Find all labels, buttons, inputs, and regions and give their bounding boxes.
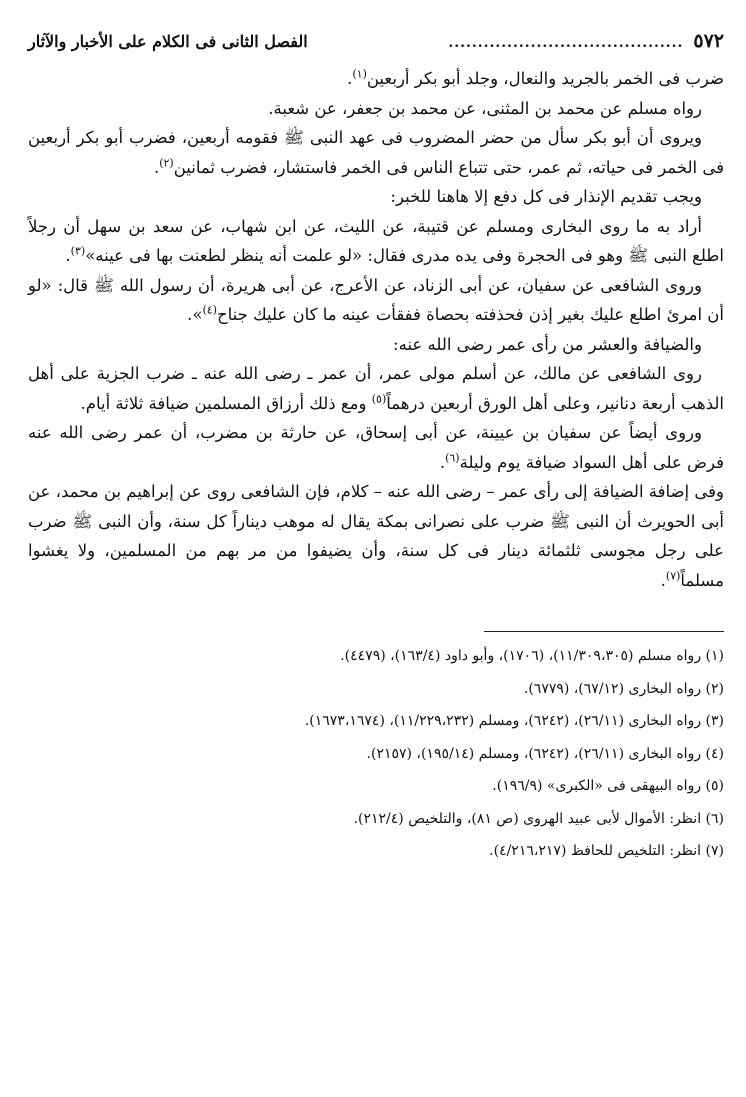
footnote-ref[interactable]: (٢) bbox=[159, 156, 174, 169]
running-header bbox=[28, 30, 724, 64]
paragraph: رواه مسلم عن محمد بن المثنى، عن محمد بن جعفر، عن شعبة. bbox=[268, 98, 702, 118]
paragraph: روى الشافعى عن مالك، عن أسلم مولى عمر، أن عمر ـ رضى الله عنه ـ ضرب الجزية على أهل الذهب أربعة دنانير، وعلى أهل الورق أربعين درهماً$^{(٥)}$ ومع ذلك أرزاق المسلمين ضيافة ثلاثة أيام. bbox=[28, 364, 724, 413]
paragraph: وفى إضافة الضيافة إلى رأى عمر – رضى الله عنه – كلام، فإن الشافعى روى عن إبراهيم بن محمد، عن أبى الحويرث أن النبى ﷺ ضرب على نصرانى بمكة يقال له موهب ديناراً كل سنة، وأن النبى ﷺ ضرب على رجل مجوسى ثلثمائة دينار فى كل سنة، وأن يضيفوا من مر بهم من المسلمين، ولا يغشوا مسلماً$^{(٧)}$. bbox=[27, 482, 724, 590]
footnote: (٧) انظر: التلخيص للحافظ (٤/٢١٦،٢١٧). bbox=[489, 843, 724, 859]
footnote-ref[interactable]: (٧) bbox=[665, 569, 681, 582]
footnote-ref[interactable]: (١) bbox=[352, 67, 367, 81]
footnote-ref[interactable]: (٦) bbox=[445, 451, 460, 464]
footnote-ref[interactable]: (٣) bbox=[70, 244, 86, 258]
chapter-title: الفصل الثانى فى الكلام على الأخبار والآثار bbox=[28, 32, 308, 51]
paragraph: ضرب فى الخمر بالجريد والنعال، وجلد أبو بكر أربعين$^{(١)}$. bbox=[347, 67, 724, 88]
footnote: (٤) رواه البخارى (٢٦/١١)، (٦٢٤٢)، ومسلم (١٩٥/١٤)، (٢١٥٧). bbox=[366, 745, 724, 762]
paragraph: ويجب تقديم الإنذار فى كل دفع إلا هاهنا للخبر: bbox=[390, 187, 702, 206]
footnote: (٦) انظر: الأموال لأبى عبيد الهروى (ص ٨١)، والتلخيص (٢١٢/٤). bbox=[353, 810, 724, 827]
footnote: (١) رواه مسلم (١١/٣٠٩،٣٠٥)، (١٧٠٦)، وأبو داود (١٦٣/٤)، (٤٤٧٩). bbox=[340, 648, 724, 664]
footnote: (٢) رواه البخارى (٦٧/١٢)، (٦٧٧٩). bbox=[523, 680, 724, 697]
paragraph: وروى الشافعى عن سفيان، عن أبى الزناد، عن الأعرج، عن أبى هريرة، أن رسول الله ﷺ قال: «لو أن امرئ اطلع عليك بغير إذن فحذفته بحصاة ففقأت عينه ما كان عليك جناح$^{(٤)}$». bbox=[28, 275, 724, 324]
footnote-ref[interactable]: (٤) bbox=[202, 303, 217, 317]
paragraph: ويروى أن أبو بكر سأل من حضر المضروب فى عهد النبى ﷺ فقومه أربعين، فضرب أبو بكر أربعين فى الخمر فى حياته، ثم عمر، حتى تتباع الناس فى الخمر فاستشار، فضرب ثمانين$^{(٢)}$. bbox=[28, 128, 724, 177]
header-leader-dots: ........................................ bbox=[448, 35, 684, 51]
footnote-divider bbox=[484, 631, 724, 632]
main-text bbox=[28, 64, 724, 595]
paragraph: وروى أيضاً عن سفيان بن عيينة، عن أبى إسحاق، عن حارثة بن مضرب، أن عمر رضى الله عنه فرض على أهل السواد ضيافة يوم وليلة$^{(٦)}$. bbox=[28, 423, 724, 472]
book-page bbox=[28, 30, 724, 868]
footnotes bbox=[28, 640, 724, 868]
footnote: (٣) رواه البخارى (٢٦/١١)، (٦٢٤٢)، ومسلم (١١/٢٢٩،٢٣٢)، (١٦٧٣،١٦٧٤). bbox=[304, 713, 724, 729]
paragraph: أراد به ما روى البخارى ومسلم عن قتيبة، عن الليث، عن ابن شهاب، عن سعد بن سهل أن رجلاً اطلع النبى ﷺ وهو فى الحجرة وفى يده مدرى فقال: «لو علمت أنه ينظر لطعنت بها فى عينه»$^{(٣)}$. bbox=[28, 216, 724, 265]
page-number: ٥٧٢ bbox=[693, 30, 724, 52]
paragraph: والضيافة والعشر من رأى عمر رضى الله عنه: bbox=[393, 334, 702, 354]
footnote-ref[interactable]: (٥) bbox=[371, 392, 387, 405]
footnote: (٥) رواه البيهقى فى «الكبرى» (١٩٦/٩). bbox=[492, 778, 724, 794]
